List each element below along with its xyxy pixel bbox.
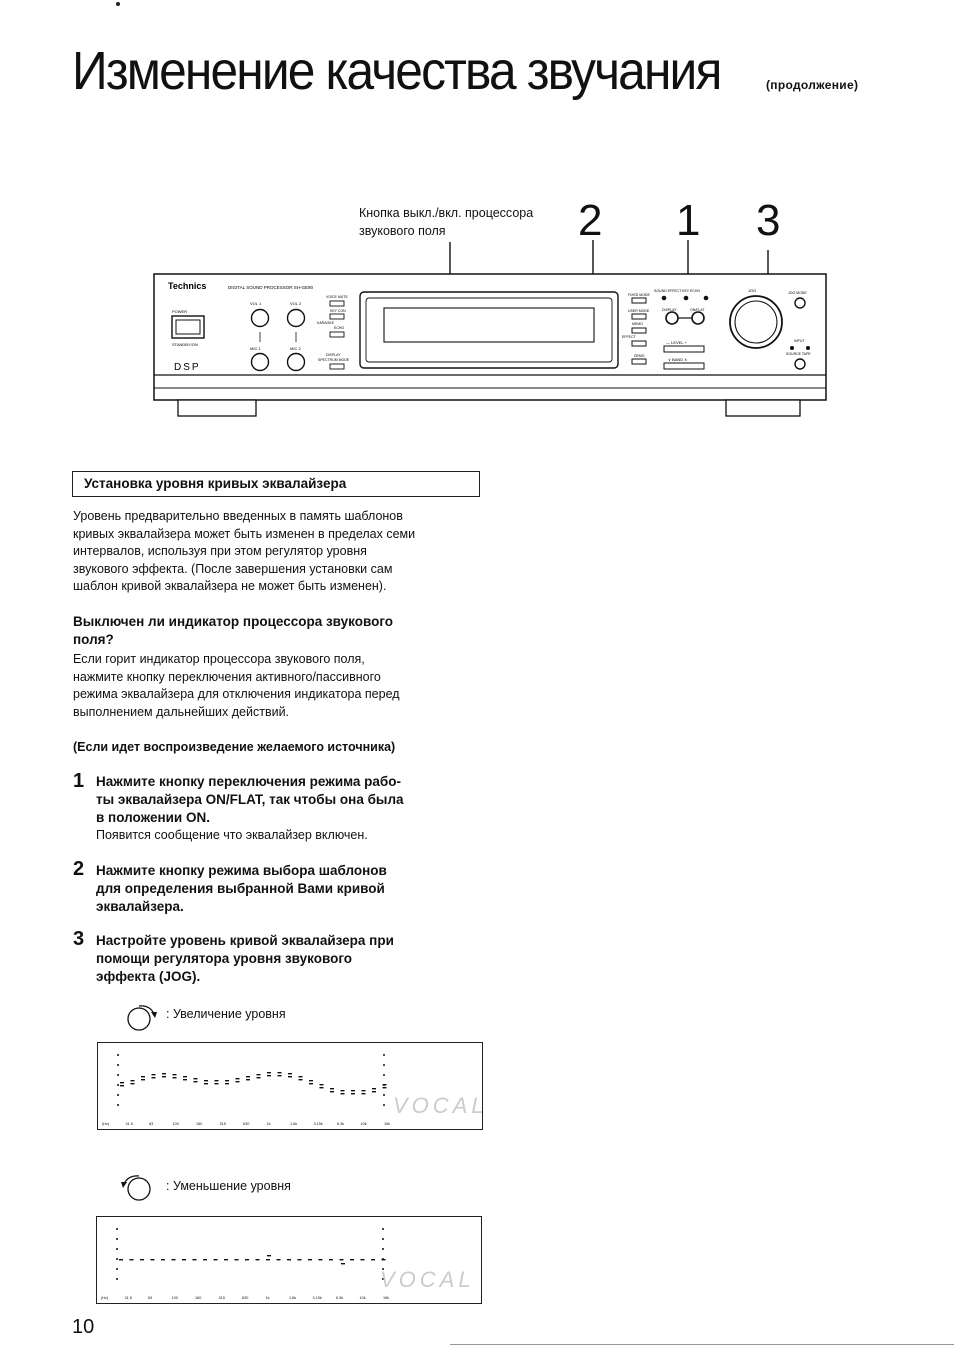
- eq-dot: [383, 1094, 385, 1096]
- eq-dot: [116, 1228, 118, 1230]
- eq-segment: [119, 1259, 123, 1260]
- eq-segment: [182, 1259, 186, 1260]
- eq-segment: [140, 1259, 144, 1260]
- eq-dot: [382, 1228, 384, 1230]
- eq-freq-label: 160: [195, 1296, 202, 1300]
- memo-label: MEMO: [632, 322, 643, 326]
- key-con-label: KEY CON: [330, 309, 346, 313]
- eq-segment: [362, 1093, 366, 1094]
- eq-display-word-2: VOCAL: [380, 1267, 475, 1292]
- eq-freq-label: 6.3k: [337, 1122, 345, 1126]
- eq-display-decrease: [96, 1216, 482, 1304]
- display-btn-label: DISPLAY: [662, 308, 677, 312]
- step-2-text: Нажмите кнопку режима выбора шаблонов для определения выбранной Вами кривой эквалайзера.: [96, 863, 387, 914]
- eq-segment: [183, 1076, 187, 1077]
- eq-segment: [298, 1259, 302, 1260]
- eq-dot: [116, 1238, 118, 1240]
- jog-label: JOG: [748, 288, 757, 293]
- eq-segment: [141, 1076, 145, 1077]
- eq-segment: [214, 1259, 218, 1260]
- eq-segment: [372, 1088, 376, 1089]
- eq-freq-label: 16k: [384, 1122, 391, 1126]
- eq-chart-decrease: [97, 1217, 481, 1303]
- eq-segment: [131, 1080, 135, 1081]
- eq-segment: [309, 1080, 313, 1081]
- eq-segment: [141, 1079, 145, 1080]
- eq-freq-label: 630: [242, 1296, 249, 1300]
- echo-label: ECHO: [334, 326, 345, 330]
- eq-segment: [183, 1079, 187, 1080]
- increase-label: : Увеличение уровня: [166, 1007, 286, 1021]
- eq-segment: [288, 1073, 292, 1074]
- eq-segment: [235, 1259, 239, 1260]
- eq-segment: [151, 1259, 155, 1260]
- eq-segment: [320, 1087, 324, 1088]
- eq-segment: [287, 1259, 291, 1260]
- eq-segment: [267, 1255, 271, 1256]
- eq-dot: [382, 1248, 384, 1250]
- eq-freq-label: 63: [148, 1296, 153, 1300]
- step-2-number: 2: [73, 858, 85, 880]
- eq-dot: [117, 1064, 119, 1066]
- eq-segment: [309, 1083, 313, 1084]
- eq-dot: [383, 1074, 385, 1076]
- eq-segment: [278, 1072, 282, 1073]
- intro-paragraph: Уровень предварительно введенных в память шаблонов кривых эквалайзера может быть изменен в пределах семи интервалов, используя при этом регулятор уровня звукового эффекта. (После завершения установки сам шаблон кривой эквалайзера не может быть изменен).: [73, 509, 416, 593]
- eq-segment: [204, 1080, 208, 1081]
- eq-dot: [117, 1084, 119, 1086]
- eq-segment: [215, 1080, 219, 1081]
- eq-freq-label: 16k: [383, 1296, 390, 1300]
- eq-segment: [351, 1090, 355, 1091]
- eq-freq-label: 1.6k: [289, 1296, 297, 1300]
- eq-display-word-1: VOCAL: [393, 1093, 482, 1118]
- step-1-text: Нажмите кнопку переключения режима рабо- ты эквалайзера ON/FLAT, так чтобы она была в положении ON.: [96, 774, 404, 825]
- mic1-label: MIC 1: [250, 346, 261, 351]
- rotate-clockwise-icon: [124, 1000, 160, 1034]
- power-label: POWER: [172, 309, 188, 314]
- eq-freq-label: 31.5: [125, 1122, 133, 1126]
- eq-segment: [131, 1083, 135, 1084]
- eq-dot: [117, 1104, 119, 1106]
- precondition: (Если идет воспроизведение желаемого источника): [73, 740, 396, 754]
- eq-freq-label: (Hz): [101, 1296, 109, 1300]
- eq-segment: [372, 1091, 376, 1092]
- vol2-label: VOL 2: [290, 301, 302, 306]
- eq-segment: [236, 1078, 240, 1079]
- on-flat-label: ON/FLAT: [690, 308, 705, 312]
- eq-segment: [194, 1081, 198, 1082]
- eq-segment: [329, 1259, 333, 1260]
- jog-mode-label: JOG MODE: [788, 291, 807, 295]
- eq-segment: [257, 1077, 261, 1078]
- eq-display-increase: [97, 1042, 483, 1130]
- eq-freq-label: 100: [171, 1296, 178, 1300]
- eq-segment: [256, 1259, 260, 1260]
- eq-dot: [116, 1278, 118, 1280]
- eq-segment: [299, 1079, 303, 1080]
- eq-segment: [215, 1083, 219, 1084]
- eq-dot: [383, 1104, 385, 1106]
- eq-segment: [245, 1259, 249, 1260]
- eq-dot: [116, 1248, 118, 1250]
- eq-segment: [308, 1259, 312, 1260]
- input-label: INPUT: [794, 339, 805, 343]
- karaoke-label: KARAOKE: [317, 321, 334, 325]
- eq-dot: [382, 1238, 384, 1240]
- eq-chart-increase: [98, 1043, 482, 1129]
- question-heading: Выключен ли индикатор процессора звукового поля?: [73, 614, 394, 647]
- page-subtitle: (продолжение): [766, 78, 859, 92]
- eq-segment: [246, 1079, 250, 1080]
- diagram-step-3: 3: [756, 196, 781, 245]
- diagram-step-2: 2: [578, 196, 603, 245]
- mic2-label: MIC 2: [290, 346, 301, 351]
- eq-freq-label: 315: [219, 1122, 226, 1126]
- eq-segment: [361, 1259, 365, 1260]
- eq-segment: [194, 1078, 198, 1079]
- eq-dot: [383, 1064, 385, 1066]
- eq-freq-label: (Hz): [102, 1122, 110, 1126]
- eq-segment: [152, 1074, 156, 1075]
- eq-segment: [162, 1073, 166, 1074]
- eq-segment: [330, 1091, 334, 1092]
- eq-segment: [319, 1259, 323, 1260]
- eq-freq-label: 63: [149, 1122, 154, 1126]
- eq-dot: [116, 1258, 118, 1260]
- page-number: 10: [72, 1316, 95, 1338]
- eq-freq-label: 6.3k: [336, 1296, 344, 1300]
- eq-dot: [117, 1094, 119, 1096]
- eq-segment: [152, 1077, 156, 1078]
- eq-segment: [162, 1076, 166, 1077]
- eq-segment: [130, 1259, 134, 1260]
- indicators-label: SOUND EFFECT KEY ECHO: [654, 289, 701, 293]
- eq-segment: [330, 1088, 334, 1089]
- eq-segment: [299, 1076, 303, 1077]
- vol1-label: VOL 1: [250, 301, 262, 306]
- eq-freq-label: 10k: [360, 1122, 367, 1126]
- eq-segment: [341, 1263, 345, 1264]
- eq-freq-label: 315: [218, 1296, 225, 1300]
- step-1-sub: Появится сообщение что эквалайзер включен.: [96, 828, 368, 842]
- eq-freq-label: 160: [196, 1122, 203, 1126]
- eq-segment: [193, 1259, 197, 1260]
- eq-freq-label: 10k: [359, 1296, 366, 1300]
- eq-freq-label: 1k: [265, 1296, 270, 1300]
- question-body: Если горит индикатор процессора звукового поля, нажмите кнопку переключения активного/пассивного режима эквалайзера для отключения индикатора перед выполнением дальнейших действий.: [73, 652, 400, 719]
- eq-segment: [351, 1093, 355, 1094]
- step-1-number: 1: [73, 770, 85, 792]
- eq-dot: [383, 1054, 385, 1056]
- step-3-number: 3: [73, 928, 85, 950]
- fixed-mode-label: FIXED MODE: [628, 293, 650, 297]
- eq-segment: [225, 1083, 229, 1084]
- eq-segment: [277, 1259, 281, 1260]
- demo-label: DEMO: [634, 354, 645, 358]
- source-tape-label: SOURCE TAPE: [786, 352, 811, 356]
- section-title: Установка уровня кривых эквалайзера: [84, 476, 347, 491]
- step-3-text: Настройте уровень кривой эквалайзера при помощи регулятора уровня звукового эффекта (JOG).: [96, 933, 394, 984]
- eq-segment: [120, 1082, 124, 1083]
- spectrum-mode-label: SPECTRUM MODE: [318, 358, 350, 362]
- eq-dot: [382, 1258, 384, 1260]
- eq-segment: [278, 1075, 282, 1076]
- eq-segment: [120, 1085, 124, 1086]
- eq-freq-label: 630: [243, 1122, 250, 1126]
- eq-segment: [257, 1074, 261, 1075]
- eq-segment: [288, 1076, 292, 1077]
- eq-segment: [341, 1093, 345, 1094]
- eq-freq-label: 31.5: [124, 1296, 132, 1300]
- eq-dot: [116, 1268, 118, 1270]
- eq-segment: [173, 1077, 177, 1078]
- eq-dot: [117, 1074, 119, 1076]
- page-edge-line: [450, 1344, 954, 1345]
- level-label: — LEVEL +: [666, 340, 687, 345]
- eq-freq-label: 3.15k: [313, 1122, 323, 1126]
- device-illustration: [150, 240, 830, 425]
- eq-freq-label: 1k: [266, 1122, 271, 1126]
- device-brand: Technics: [168, 281, 207, 291]
- eq-segment: [246, 1076, 250, 1077]
- eq-segment: [161, 1259, 165, 1260]
- eq-segment: [225, 1080, 229, 1081]
- eq-segment: [236, 1081, 240, 1082]
- dsp-logo: DSP: [174, 362, 201, 373]
- page-title: Изменение качества звучания: [72, 41, 721, 101]
- eq-freq-label: 100: [172, 1122, 179, 1126]
- rotate-counterclockwise-icon: [116, 1170, 156, 1206]
- eq-freq-label: 3.15k: [312, 1296, 322, 1300]
- eq-segment: [371, 1259, 375, 1260]
- eq-segment: [203, 1259, 207, 1260]
- eq-segment: [204, 1083, 208, 1084]
- decrease-label: : Уменьшение уровня: [166, 1179, 291, 1193]
- eq-segment: [173, 1074, 177, 1075]
- eq-segment: [362, 1090, 366, 1091]
- user-mode-label: USER MODE: [628, 309, 650, 313]
- eq-segment: [341, 1090, 345, 1091]
- band-label: ∨ BAND ∧: [668, 357, 688, 362]
- eq-segment: [320, 1084, 324, 1085]
- eq-segment: [267, 1075, 271, 1076]
- diagram-step-1: 1: [676, 196, 701, 245]
- page-mark: [116, 2, 120, 6]
- callout-label: Кнопка выкл./вкл. процессора звукового поля: [359, 206, 534, 238]
- eq-segment: [172, 1259, 176, 1260]
- eq-segment: [383, 1087, 387, 1088]
- effect-label: EFFECT: [622, 335, 636, 339]
- eq-dot: [383, 1084, 385, 1086]
- eq-dot: [117, 1054, 119, 1056]
- voice-mute-label: VOICE MUTE: [326, 295, 348, 299]
- eq-segment: [224, 1259, 228, 1260]
- display-label: DISPLAY: [326, 353, 341, 357]
- eq-segment: [267, 1072, 271, 1073]
- device-model: DIGITAL SOUND PROCESSOR SH-GE90: [228, 285, 314, 290]
- standby-label: STANDBY/ON: [172, 342, 198, 347]
- eq-freq-label: 1.6k: [290, 1122, 298, 1126]
- eq-segment: [350, 1259, 354, 1260]
- eq-segment: [266, 1259, 270, 1260]
- eq-segment: [340, 1259, 344, 1260]
